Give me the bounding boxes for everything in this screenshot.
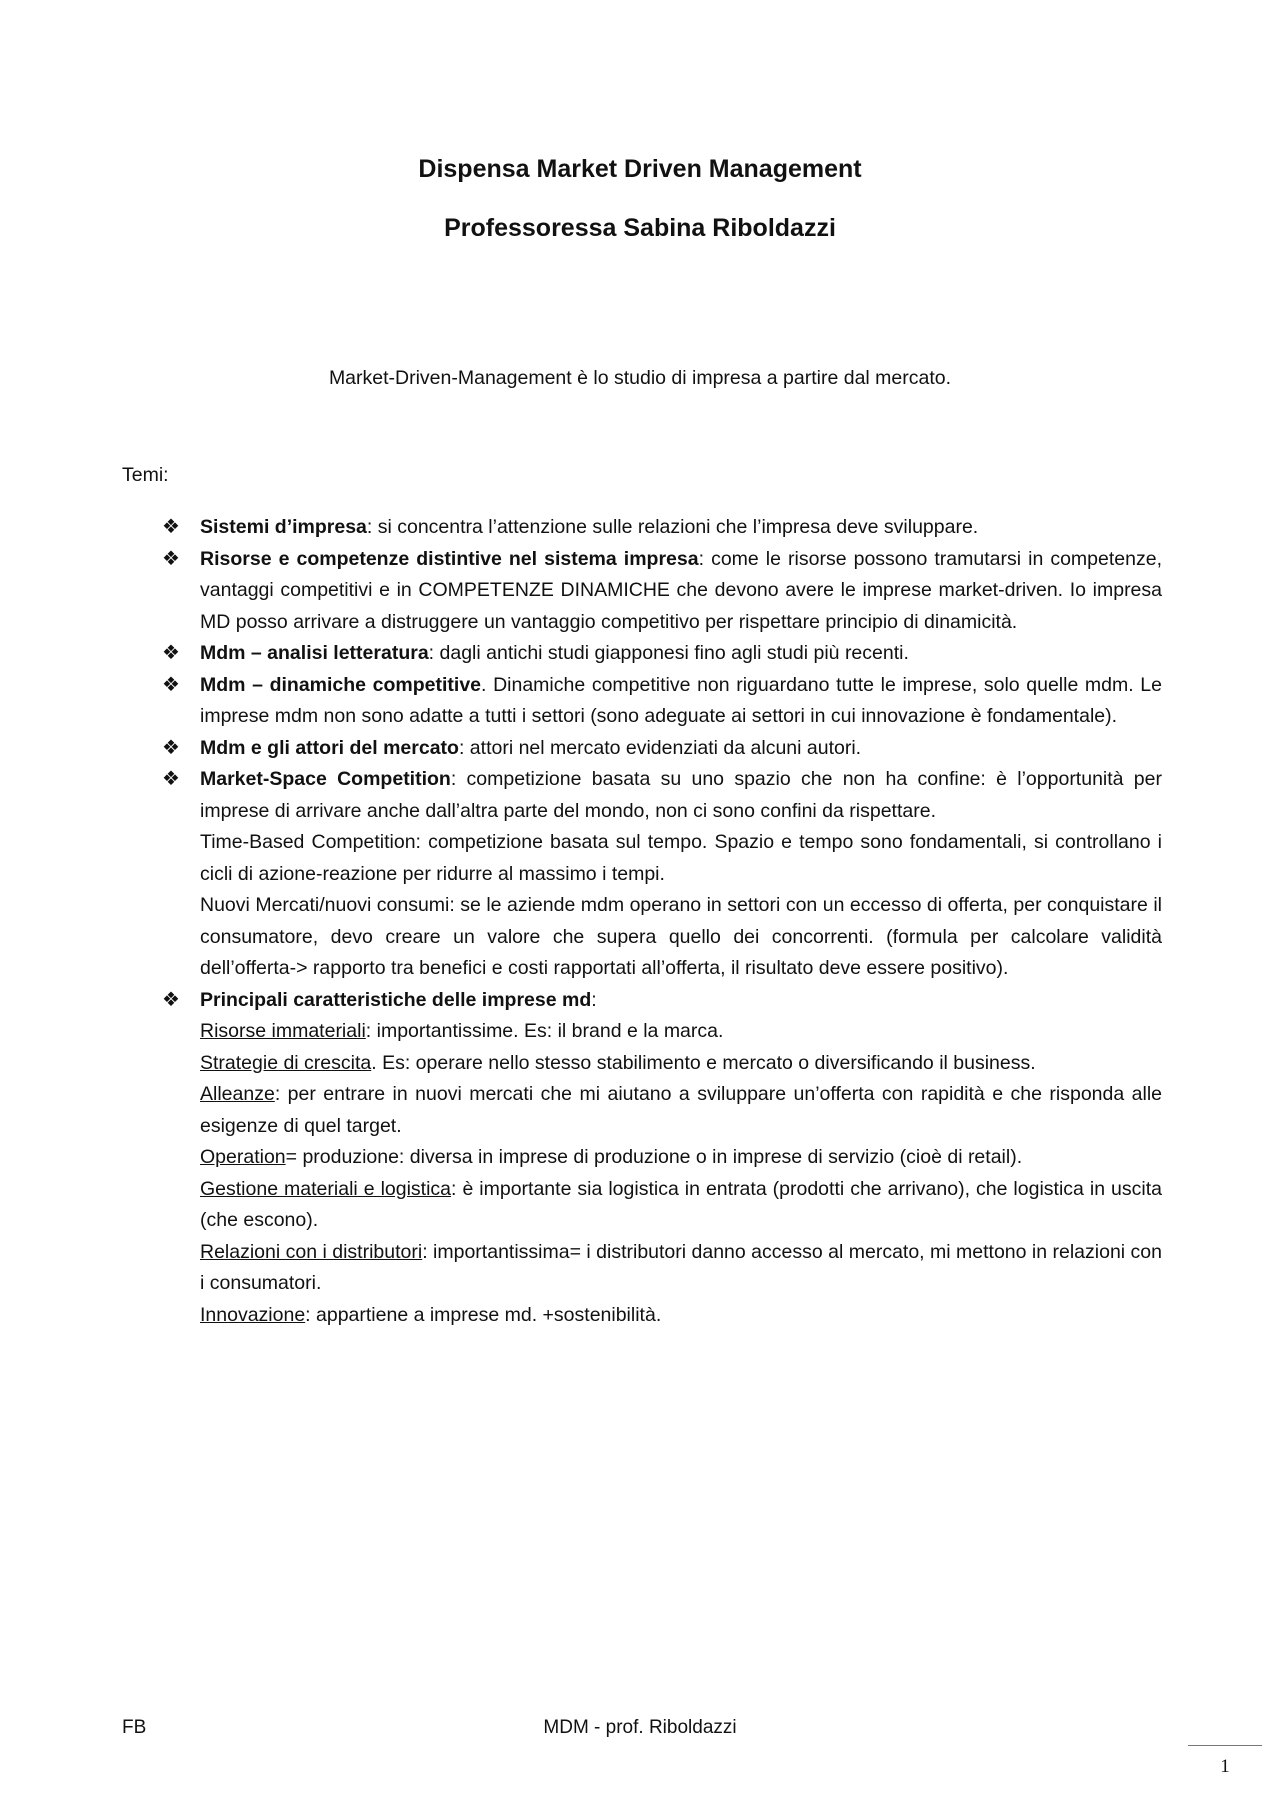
item-heading: Mdm – analisi letteratura <box>200 642 429 664</box>
diamond-bullet-icon: ❖ <box>162 642 180 664</box>
list-item <box>162 764 1162 985</box>
list-item <box>162 733 1162 765</box>
subitem-term: Risorse immateriali <box>200 1020 366 1042</box>
item-paragraph: Time-Based Competition: competizione basata sul tempo. Spazio e tempo sono fondamentali, si controllano i cicli di azione-reazione per ridurre al massimo i tempi. <box>200 831 1162 885</box>
subitem-term: Alleanze <box>200 1083 275 1105</box>
subitem <box>200 1142 1162 1174</box>
subitem <box>200 1174 1162 1237</box>
subitem-term: Strategie di crescita <box>200 1051 372 1074</box>
footer-author: FB <box>122 1717 147 1738</box>
item-text: : attori nel mercato evidenziati da alcuni autori. <box>458 736 862 759</box>
subitem <box>200 1237 1162 1300</box>
list-item <box>162 985 1162 1332</box>
subitem <box>200 1048 1162 1080</box>
item-heading: Mdm e gli attori del mercato <box>200 736 459 759</box>
item-text: : come le risorse possono tramutarsi in competenze, vantaggi competitivi e in COMPETENZE DINAMICHE che devono avere le imprese market-driven. Io impresa MD posso arrivare a distruggere un vantaggio competitivo per rispettare principio di dinamicità. <box>200 547 1162 633</box>
item-paragraph: Nuovi Mercati/nuovi consumi: se le aziende mdm operano in settori con un eccesso di offerta, per conquistare il consumatore, devo creare un valore che supera quello dei concorrenti. (formula per calcolare validità dell’offerta-> rapporto tra benefici e costi rapportati all’offerta, il risultato deve essere positivo). <box>200 894 1162 979</box>
diamond-bullet-icon: ❖ <box>162 768 180 790</box>
list-item <box>162 670 1162 733</box>
item-text: : competizione basata su uno spazio che non ha confine: è l’opportunità per imprese di arrivare anche dall’altra parte del mondo, non ci sono confini da rispettare. <box>200 768 1162 822</box>
item-heading: Principali caratteristiche delle imprese md <box>200 988 592 1011</box>
subitem-text: . Es: operare nello stesso stabilimento e mercato o diversificando il business. <box>371 1051 1036 1074</box>
item-heading: Sistemi d’impresa <box>200 516 367 538</box>
page-number: 1 <box>1220 1756 1230 1777</box>
footer-title: MDM - prof. Riboldazzi <box>543 1717 737 1738</box>
diamond-bullet-icon: ❖ <box>162 547 180 570</box>
topics-list <box>162 512 1162 1331</box>
item-text: : dagli antichi studi giapponesi fino agli studi più recenti. <box>428 642 909 664</box>
footer-divider <box>1188 1745 1262 1746</box>
subitem-text: : importantissima= i distributori danno accesso al mercato, mi mettono in relazioni con i consumatori. <box>200 1240 1162 1294</box>
subitem-text: : per entrare in nuovi mercati che mi aiutano a sviluppare un’offerta con rapidità e che risponda alle esigenze di quel target. <box>200 1083 1162 1137</box>
item-text: . Dinamiche competitive non riguardano tutte le imprese, solo quelle mdm. Le imprese mdm non sono adatte a tutti i settori (sono adeguate ai settori in cui innovazione è fondamentale). <box>200 673 1162 727</box>
subitem-term: Relazioni con i distributori <box>200 1240 423 1263</box>
subitem <box>200 1016 1162 1048</box>
subitem <box>200 1079 1162 1142</box>
list-item <box>162 544 1162 639</box>
diamond-bullet-icon: ❖ <box>162 988 180 1011</box>
list-item <box>162 512 1162 544</box>
subitem <box>200 1300 1162 1332</box>
subitem-term: Innovazione <box>200 1303 306 1326</box>
item-heading: Market-Space Competition <box>200 768 451 790</box>
list-item <box>162 638 1162 670</box>
temi-label: Temi: <box>122 464 169 486</box>
item-text: : si concentra l’attenzione sulle relazioni che l’impresa deve sviluppare. <box>366 516 979 538</box>
diamond-bullet-icon: ❖ <box>162 673 180 696</box>
subitem-term: Operation <box>200 1146 286 1168</box>
item-text: : <box>591 988 597 1011</box>
subitem-text: : appartiene a imprese md. +sostenibilità. <box>305 1303 662 1326</box>
item-heading: Mdm – dinamiche competitive <box>200 673 482 696</box>
item-heading: Risorse e competenze distintive nel sistema impresa <box>200 547 699 570</box>
diamond-bullet-icon: ❖ <box>162 516 180 538</box>
intro-paragraph: Market-Driven-Management è lo studio di impresa a partire dal mercato. <box>328 367 952 389</box>
diamond-bullet-icon: ❖ <box>162 736 180 759</box>
document-title: Dispensa Market Driven Management <box>418 155 862 183</box>
document-subtitle: Professoressa Sabina Riboldazzi <box>444 214 836 242</box>
subitem-term: Gestione materiali e logistica <box>200 1177 452 1200</box>
subitem-text: : importantissime. Es: il brand e la marca. <box>365 1020 724 1042</box>
subitem-text: : è importante sia logistica in entrata (prodotti che arrivano), che logistica in uscita (che escono). <box>200 1177 1162 1231</box>
subitem-text: = produzione: diversa in imprese di produzione o in imprese di servizio (cioè di retail). <box>285 1146 1023 1168</box>
